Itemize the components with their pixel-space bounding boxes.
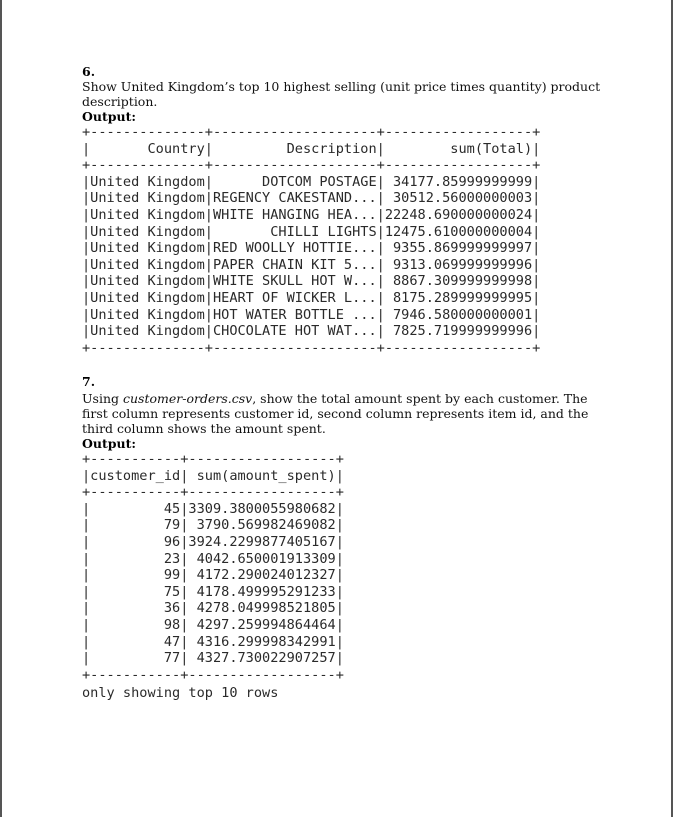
table-row: | 23| 4042.650001913309| [82, 550, 344, 567]
question-7-output-table [82, 451, 344, 683]
table-row: | 98| 4297.259994864464| [82, 616, 344, 633]
table-border-bottom: +-----------+------------------+ [82, 666, 344, 683]
table-row: |United Kingdom|WHITE HANGING HEA...|22248.690000000024| [82, 206, 541, 223]
table-row: | 77| 4327.730022907257| [82, 650, 344, 667]
question-7-prefix: Using [82, 391, 123, 406]
question-6-output-table [82, 124, 540, 356]
table-row: |United Kingdom|HEART OF WICKER L...| 8175.289999999995| [82, 289, 541, 306]
table-row: |United Kingdom|RED WOOLLY HOTTIE...| 9355.869999999997| [82, 240, 541, 257]
table-header: | Country| Description| sum(Total)| [82, 140, 541, 157]
table-row: | 45|3309.3800055980682| [82, 500, 344, 517]
table-border-top: +--------------+--------------------+------------------+ [82, 124, 541, 140]
table-row: | 79| 3790.569982469082| [82, 517, 344, 534]
question-6-number: 6. [82, 64, 96, 79]
table-row: | 47| 4316.299998342991| [82, 633, 344, 650]
table-row: |United Kingdom| DOTCOM POSTAGE| 34177.85999999999| [82, 173, 541, 190]
table-row: |United Kingdom| CHILLI LIGHTS|12475.610000000004| [82, 223, 541, 240]
table-row: |United Kingdom|HOT WATER BOTTLE ...| 7946.580000000001| [82, 306, 541, 323]
question-7-filename: customer-orders.csv [122, 391, 253, 406]
table-row: | 99| 4172.290024012327| [82, 567, 344, 584]
table-row: | 75| 4178.499995291233| [82, 583, 344, 600]
question-7-text [82, 391, 617, 436]
table-row: |United Kingdom|PAPER CHAIN KIT 5...| 9313.069999999996| [82, 256, 541, 273]
table-header: |customer_id| sum(amount_spent)| [82, 467, 344, 484]
question-7-suffix: , show the total amount spent by each customer. The first column represents customer id, second column represents item id, and the third column shows the amount spent. [82, 391, 589, 436]
question-7-number: 7. [82, 374, 96, 389]
table-row: |United Kingdom|REGENCY CAKESTAND...| 30512.56000000003| [82, 190, 541, 207]
table-row: | 36| 4278.049998521805| [82, 600, 344, 617]
table-border-header: +--------------+--------------------+------------------+ [82, 157, 541, 174]
question-6-output-label: Output: [82, 109, 136, 124]
table-border-bottom: +--------------+--------------------+------------------+ [82, 339, 541, 356]
table-border-header: +-----------+------------------+ [82, 484, 344, 501]
question-6-text: Show United Kingdom’s top 10 highest selling (unit price times quantity) product description. [82, 79, 601, 109]
table-footer-note: only showing top 10 rows [82, 685, 279, 701]
table-row: |United Kingdom|CHOCOLATE HOT WAT...| 7825.719999999996| [82, 323, 541, 340]
question-7-output-label: Output: [82, 436, 136, 451]
table-row: | 96|3924.2299877405167| [82, 533, 344, 550]
table-border-top: +-----------+------------------+ [82, 451, 344, 467]
table-row: |United Kingdom|WHITE SKULL HOT W...| 8867.309999999998| [82, 273, 541, 290]
